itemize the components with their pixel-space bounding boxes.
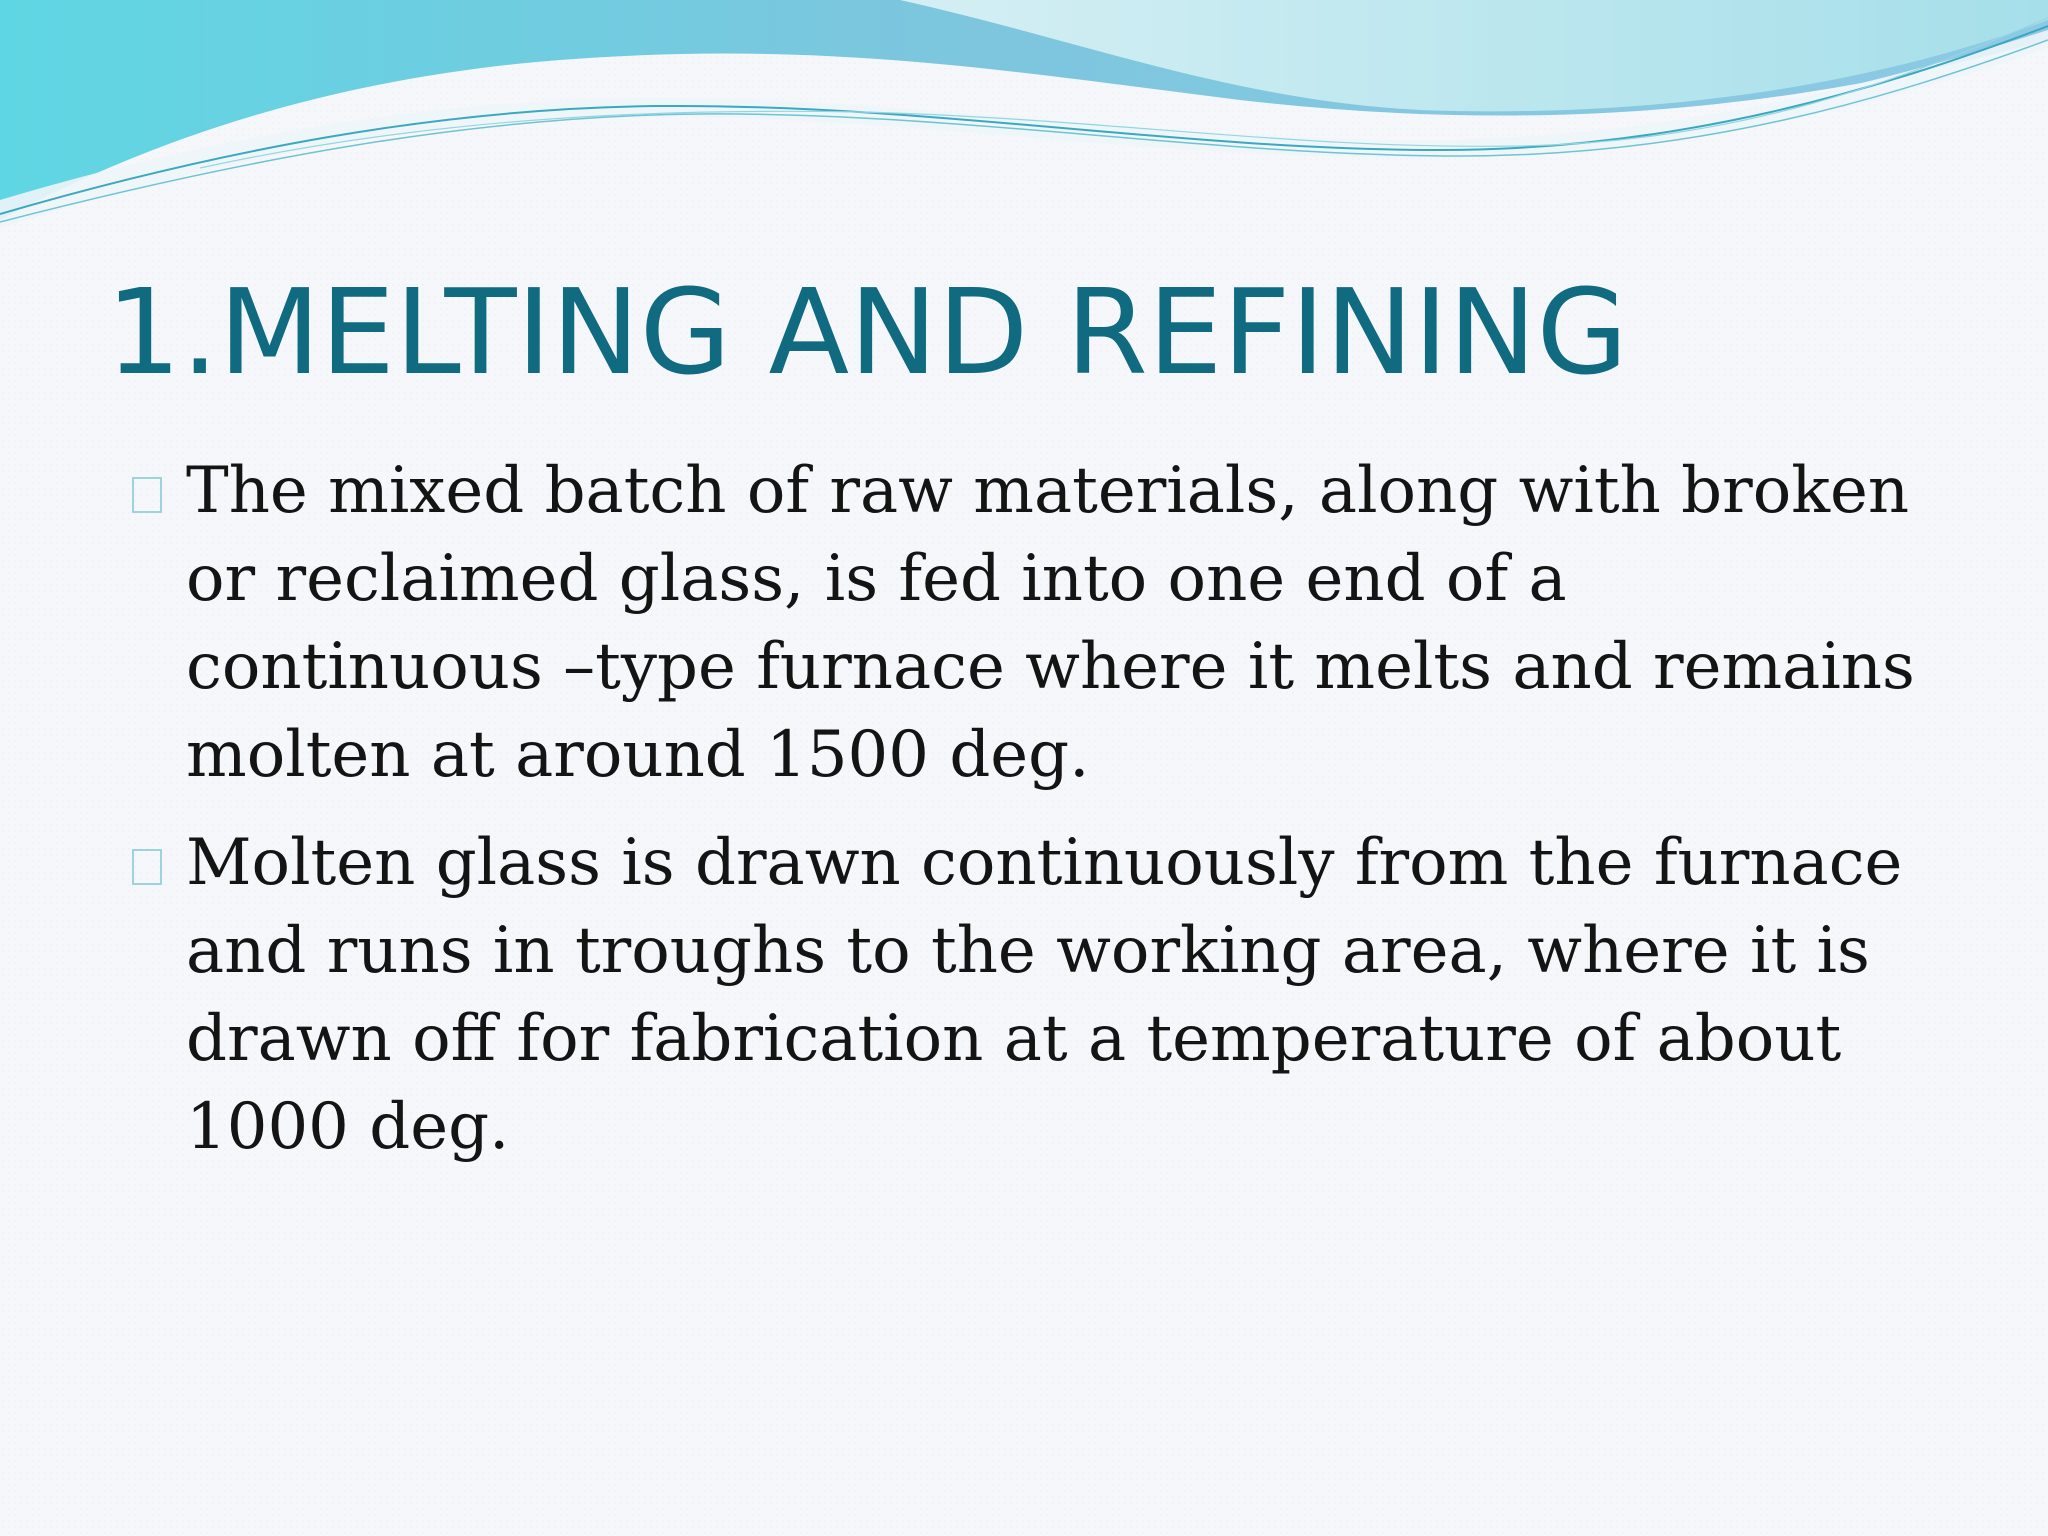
wave-header-decoration: [0, 0, 2048, 240]
square-bullet-icon: [132, 849, 162, 885]
list-item: [128, 447, 1928, 799]
bullet-text: The mixed batch of raw materials, along with broken or reclaimed glass, is fed into one end of a continuous –type furnace where it melts and remains molten at around 1500 deg.: [186, 454, 1915, 792]
slide-title: 1.MELTING AND REFINING: [106, 263, 1628, 401]
square-bullet-icon: [132, 477, 162, 513]
bullet-list: [128, 447, 1928, 1191]
bullet-text: Molten glass is drawn continuously from the furnace and runs in troughs to the working area, where it is drawn off for fabrication at a temperature of about 1000 deg.: [186, 826, 1903, 1164]
list-item: [128, 819, 1928, 1171]
